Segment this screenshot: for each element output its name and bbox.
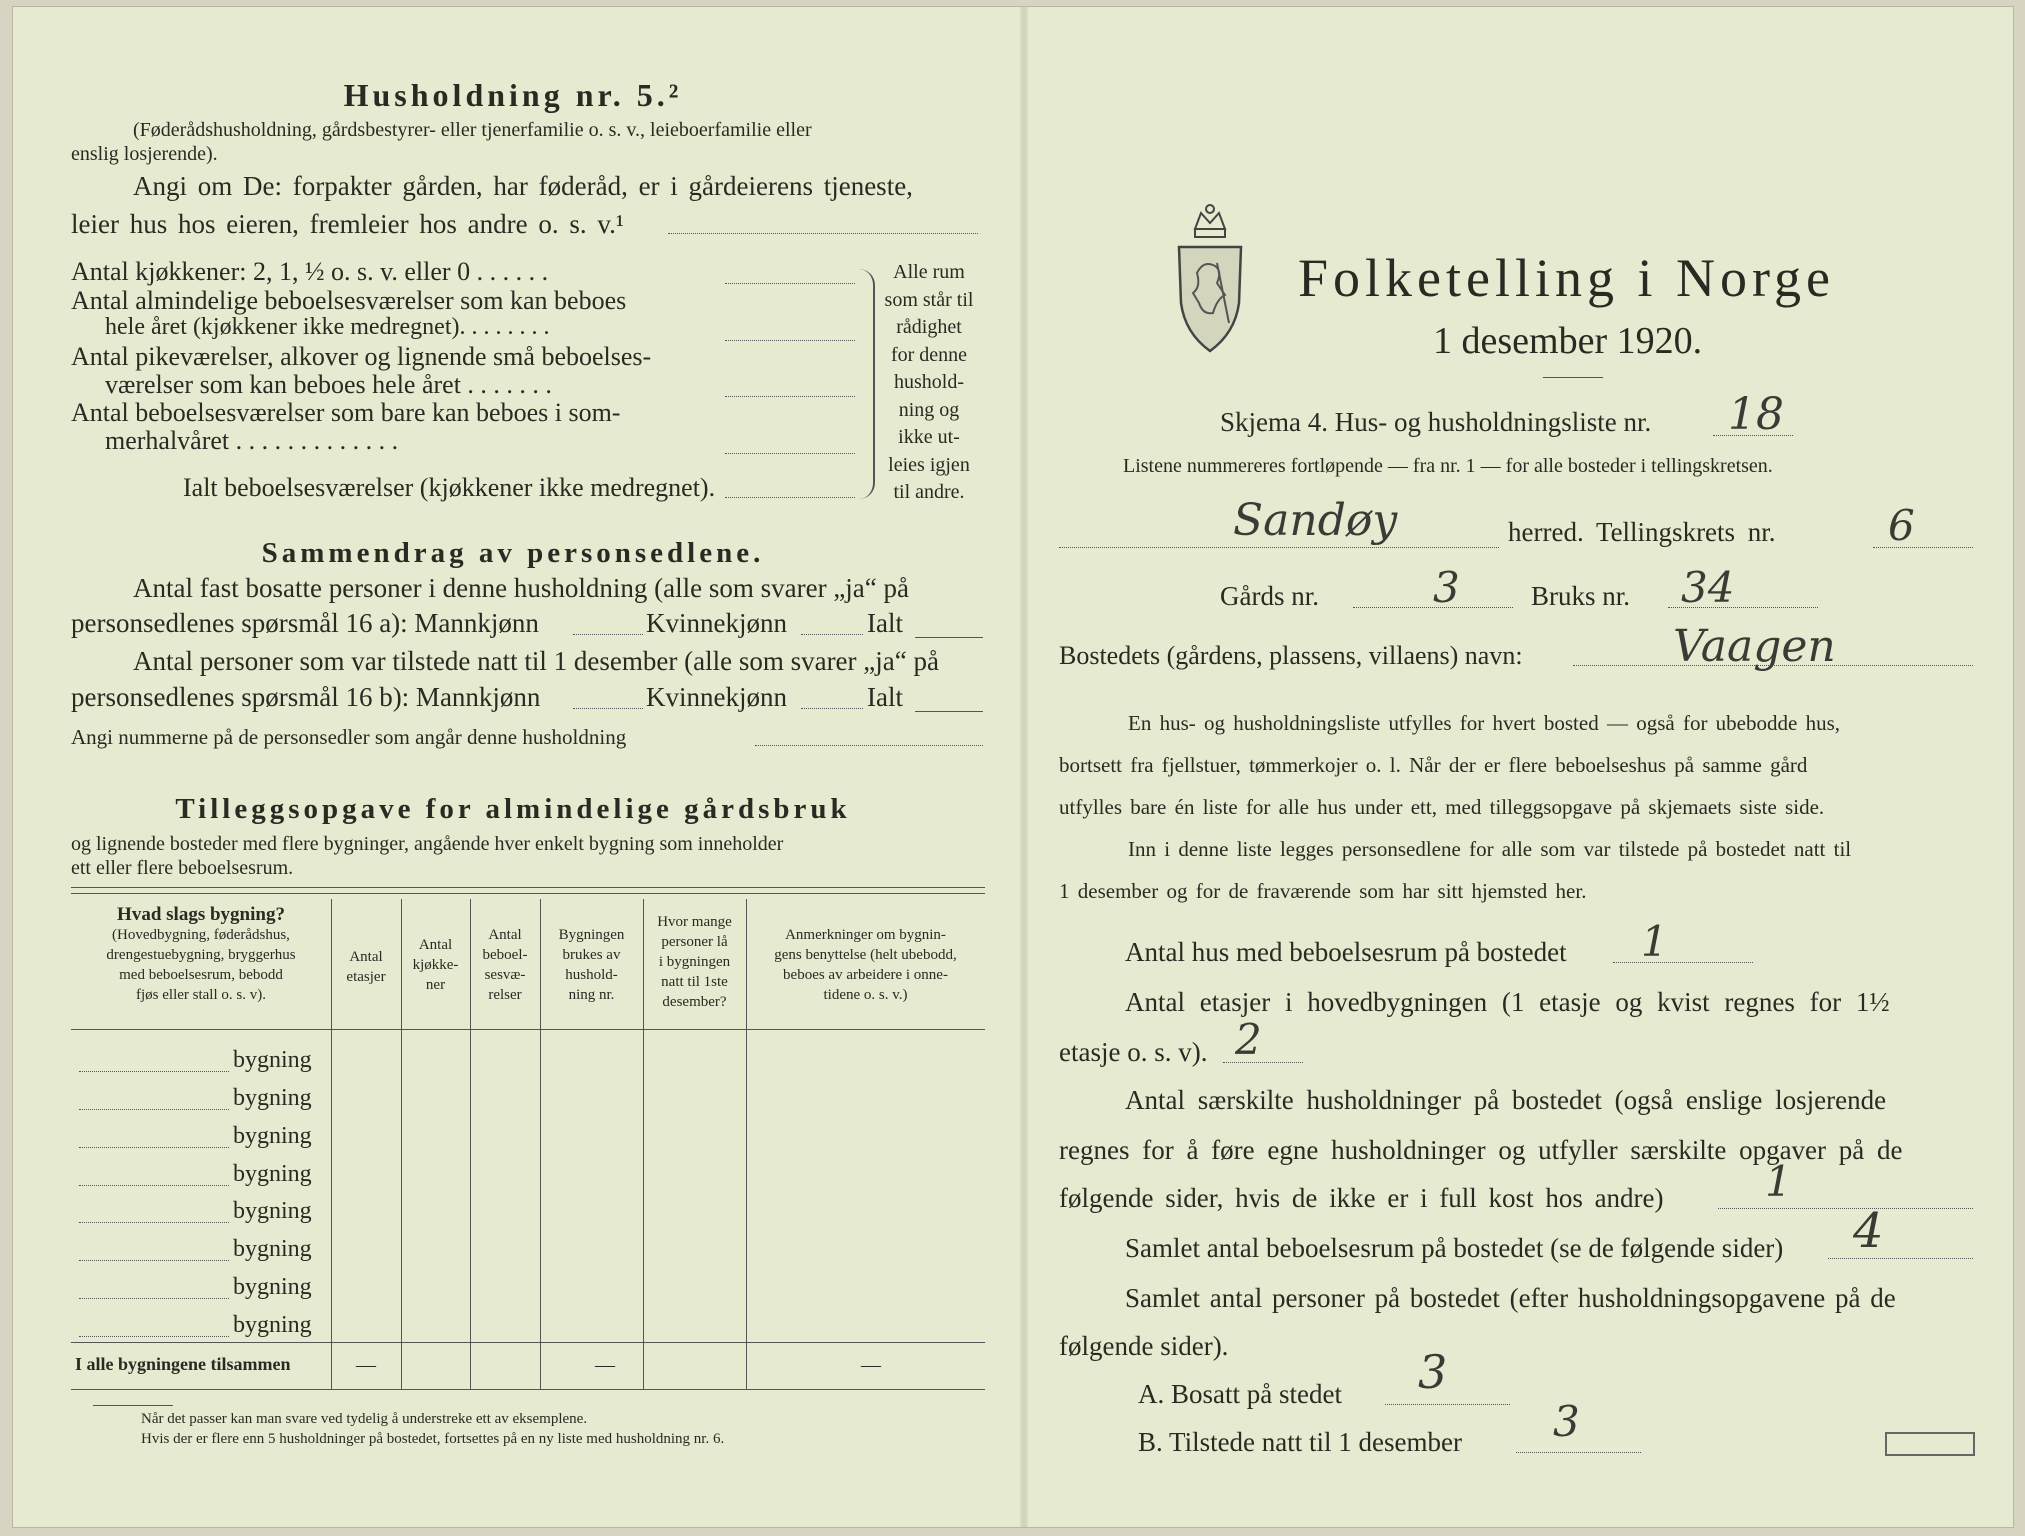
table-row: bygning	[233, 1312, 312, 1338]
row-line	[79, 1185, 229, 1186]
herred-value: Sandøy	[1233, 495, 1398, 546]
table-top-rule-2	[71, 893, 985, 894]
summary-title: Sammendrag av personsedlene.	[261, 537, 765, 569]
col5-line: brukes av	[562, 947, 621, 963]
col1-line: fjøs eller stall o. s. v).	[136, 987, 266, 1003]
hus-value: 1	[1641, 917, 1668, 966]
col3-line: Antal	[418, 937, 453, 953]
bracket-note-line: hushold-	[894, 371, 964, 393]
col3-line: kjøkke-	[412, 957, 459, 973]
col-header-kitchens	[401, 935, 470, 995]
male-line-a	[573, 634, 643, 635]
household-note-2: enslig losjerende).	[71, 143, 218, 165]
tillegg-line-2: ett eller flere beboelsesrum.	[71, 857, 294, 879]
etasjer-value: 2	[1235, 1015, 1262, 1064]
tilstede-label: B. Tilstede natt til 1 desember	[1138, 1427, 1462, 1457]
tilstede-value: 3	[1553, 1397, 1580, 1446]
bracket-note-line: som står til	[884, 288, 974, 311]
rooms-ordinary-2: hele året (kjøkkener ikke medregnet). . . . . . . .	[105, 314, 550, 340]
col3-line: ner	[425, 977, 446, 993]
col7-line: beboes av arbeidere i onne-	[783, 967, 948, 983]
main-title: Folketelling i Norge	[1298, 248, 1835, 308]
col7-line: Anmerkninger om bygnin-	[785, 927, 946, 943]
samlet-pers-line-1: Samlet antal personer på bostedet (efter husholdningsopgavene på de	[1125, 1283, 1896, 1313]
table-top-rule-1	[71, 887, 985, 888]
sarskilte-value: 1	[1765, 1157, 1792, 1206]
rooms-answer-line-3	[725, 396, 855, 397]
skjema-number: 18	[1728, 389, 1784, 440]
female-line-a	[801, 634, 863, 635]
bosted-value: Vaagen	[1673, 621, 1836, 672]
male-line-b	[573, 708, 643, 709]
col-header-remarks	[746, 925, 985, 1005]
rooms-summer-1: Antal beboelsesværelser som bare kan beboes i som-	[71, 398, 621, 427]
total-dash: —	[861, 1354, 881, 1376]
rooms-answer-line-4	[725, 453, 855, 454]
row-line	[79, 1336, 229, 1337]
bracket-note-line: til andre.	[893, 481, 965, 503]
female-line-b	[801, 708, 863, 709]
tillegg-line-1: og lignende bosteder med flere bygninger, angående hver enkelt bygning som inneholder	[71, 833, 784, 855]
summary-line-1: Antal fast bosatte personer i denne husholdning (alle som svarer „ja“ på	[133, 573, 909, 603]
col5-line: Bygningen	[558, 927, 625, 943]
bruks-number: 34	[1681, 563, 1735, 612]
angi-answer-line	[668, 233, 978, 234]
summary-line-2: personsedlenes spørsmål 16 a): Mannkjønn	[71, 608, 539, 638]
rooms-answer-line-2	[725, 340, 855, 341]
bracket-note-line: Alle rum	[893, 261, 965, 283]
col1-title: Hvad slags bygning?	[117, 904, 285, 925]
col6-line: Hvor mange	[657, 914, 732, 930]
col4-line: Antal	[488, 927, 522, 943]
table-row: bygning	[233, 1274, 312, 1300]
info-line-1: En hus- og husholdningsliste utfylles for hvert bosted — også for ubebodde hus,	[1128, 711, 1840, 735]
samlet-pers-line-2: følgende sider).	[1059, 1331, 1229, 1361]
female-label-a: Kvinnekjønn	[646, 608, 787, 638]
household-title: Husholdning nr. 5.²	[343, 77, 683, 113]
skjema-label: Skjema 4. Hus- og husholdningsliste nr.	[1220, 407, 1652, 437]
sarskilte-line-1: Antal særskilte husholdninger på bostedet (også enslige losjerende	[1125, 1085, 1887, 1115]
col4-line: beboel-	[482, 947, 528, 963]
table-total-rule	[71, 1342, 985, 1343]
footnote-rule	[93, 1405, 173, 1406]
col5-line: hushold-	[565, 967, 618, 983]
gards-label: Gårds nr.	[1220, 581, 1319, 611]
bracket-note-line: ikke ut-	[898, 426, 960, 448]
printer-stamp	[1885, 1432, 1975, 1456]
numbers-line	[755, 745, 983, 746]
sarskilte-line-2: regnes for å føre egne husholdninger og utfyller særskilte opgaver på de	[1059, 1135, 1903, 1165]
rooms-small-2: værelser som kan beboes hele året . . . . . . .	[105, 370, 552, 399]
female-label-b: Kvinnekjønn	[646, 682, 787, 712]
total-label-b: Ialt	[867, 682, 903, 712]
col4-line: relser	[488, 987, 522, 1003]
tillegg-title: Tilleggsopgave for almindelige gårdsbruk	[175, 793, 851, 825]
angi-line-1: Angi om De: forpakter gården, har føderåd, er i gårdeierens tjeneste,	[133, 171, 913, 201]
col-header-rooms	[470, 925, 540, 1005]
info-line-5: 1 desember og for de fraværende som har sitt hjemsted her.	[1059, 879, 1587, 903]
col2-line: etasjer	[346, 969, 386, 985]
bracket-note-line: rådighet	[896, 316, 962, 338]
bruks-label: Bruks nr.	[1531, 581, 1631, 611]
col4-line: sesvæ-	[484, 967, 526, 983]
col6-line: i bygningen	[658, 954, 731, 970]
col-header-household	[540, 925, 643, 1005]
listene-note: Listene nummereres fortløpende — fra nr. 1 — for alle bosteder i tellingskretsen.	[1123, 455, 1773, 477]
bosatt-line	[1385, 1404, 1510, 1405]
info-line-3: utfylles bare én liste for alle hus under ett, med tilleggsopgave på skjemaets siste side.	[1059, 795, 1825, 819]
col6-line: desember?	[662, 994, 727, 1010]
row-line	[79, 1109, 229, 1110]
bracket-note	[879, 259, 979, 507]
angi-numbers: Angi nummerne på de personsedler som angår denne husholdning	[71, 725, 627, 749]
total-line-b	[915, 711, 983, 712]
rooms-small-1: Antal pikeværelser, alkover og lignende små beboelses-	[71, 342, 652, 371]
bracket-note-line: for denne	[890, 343, 968, 366]
footnote-2: Hvis der er flere enn 5 husholdninger på bostedet, fortsettes på en ny liste med husholdning nr. 6.	[141, 1431, 725, 1447]
row-line	[79, 1298, 229, 1299]
col1-line: (Hovedbygning, føderådshus,	[112, 927, 290, 943]
total-label-a: Ialt	[867, 608, 903, 638]
hus-label: Antal hus med beboelsesrum på bostedet	[1125, 937, 1567, 967]
row-line	[79, 1260, 229, 1261]
bracket-note-line: leies igjen	[888, 453, 970, 476]
herred-line	[1059, 547, 1499, 548]
table-bottom-rule	[71, 1389, 985, 1390]
col6-line: natt til 1ste	[661, 974, 728, 990]
table-row: bygning	[233, 1236, 312, 1262]
census-sheet	[12, 6, 2014, 1528]
row-line	[79, 1222, 229, 1223]
total-dash: —	[356, 1354, 376, 1376]
table-row: bygning	[233, 1198, 312, 1224]
norway-coat-of-arms-icon	[1173, 203, 1247, 355]
samlet-rum-label: Samlet antal beboelsesrum på bostedet (se de følgende sider)	[1125, 1233, 1784, 1263]
bracket-note-line: ning og	[898, 398, 960, 421]
bosted-label: Bostedets (gårdens, plassens, villaens) navn:	[1059, 641, 1523, 670]
page-fold	[1020, 7, 1028, 1527]
gards-number: 3	[1433, 563, 1460, 612]
table-header-rule	[71, 1029, 985, 1030]
table-row: bygning	[233, 1085, 312, 1111]
info-line-2: bortsett fra fjellstuer, tømmerkojer o. l. Når der er flere beboelseshus på samme gård	[1059, 753, 1808, 777]
total-row-label: I alle bygningene tilsammen	[75, 1354, 291, 1374]
col2-line: Antal	[349, 949, 383, 965]
title-rule	[1543, 377, 1603, 378]
samlet-rum-value: 4	[1853, 1203, 1884, 1259]
hus-line	[1613, 962, 1753, 963]
table-row: bygning	[233, 1047, 312, 1073]
rooms-summer-2: merhalvåret . . . . . . . . . . . . .	[105, 426, 399, 455]
rooms-kitchens: Antal kjøkkener: 2, 1, ½ o. s. v. eller 0 . . . . . .	[71, 257, 549, 286]
info-line-4: Inn i denne liste legges personsedlene for alle som var tilstede på bostedet natt til	[1128, 837, 1852, 861]
total-line-a	[915, 637, 983, 638]
bracket	[859, 269, 875, 499]
rooms-ordinary-1: Antal almindelige beboelsesværelser som kan beboes	[71, 286, 627, 315]
col-header-floors	[331, 947, 401, 987]
summary-line-3: Antal personer som var tilstede natt til 1 desember (alle som svarer „ja“ på	[133, 646, 939, 676]
col1-line: drengestuebygning, bryggerhus	[106, 947, 296, 963]
herred-label: herred. Tellingskrets nr.	[1508, 517, 1776, 547]
row-line	[79, 1147, 229, 1148]
etasjer-line-1: Antal etasjer i hovedbygningen (1 etasje og kvist regnes for 1½	[1125, 987, 1890, 1017]
col7-line: gens benyttelse (helt ubebodd,	[774, 947, 957, 963]
census-date: 1 desember 1920.	[1433, 320, 1703, 362]
table-row: bygning	[233, 1123, 312, 1149]
bosatt-label: A. Bosatt på stedet	[1138, 1379, 1342, 1409]
tilstede-line	[1516, 1452, 1641, 1453]
sarskilte-line	[1718, 1208, 1973, 1209]
col1-line: med beboelsesrum, bebodd	[119, 967, 283, 983]
row-line	[79, 1071, 229, 1072]
rooms-total: Ialt beboelsesværelser (kjøkkener ikke medregnet).	[183, 473, 716, 502]
table-row: bygning	[233, 1161, 312, 1187]
col-header-persons	[643, 912, 746, 1012]
summary-line-4: personsedlenes spørsmål 16 b): Mannkjønn	[71, 682, 541, 712]
bosatt-value: 3	[1418, 1345, 1448, 1399]
col7-line: tidene o. s. v.)	[823, 987, 908, 1003]
sarskilte-line-3: følgende sider, hvis de ikke er i full kost hos andre)	[1059, 1183, 1664, 1213]
angi-line-2: leier hus hos eieren, fremleier hos andre o. s. v.¹	[71, 209, 624, 239]
rooms-answer-line-1	[725, 283, 855, 284]
total-dash: —	[595, 1354, 615, 1376]
col6-line: personer lå	[661, 934, 728, 950]
col5-line: ning nr.	[568, 987, 615, 1003]
footnote-1: Når det passer kan man svare ved tydelig å understreke ett av eksemplene.	[141, 1411, 588, 1427]
etasjer-line-2: etasje o. s. v).	[1059, 1037, 1208, 1067]
rooms-total-line	[725, 497, 855, 498]
household-note-1: (Føderådshusholdning, gårdsbestyrer- eller tjenerfamilie o. s. v., leieboerfamilie eller	[133, 119, 812, 141]
krets-number: 6	[1888, 501, 1915, 550]
samlet-rum-line	[1828, 1258, 1973, 1259]
col-header-building	[71, 905, 331, 1005]
